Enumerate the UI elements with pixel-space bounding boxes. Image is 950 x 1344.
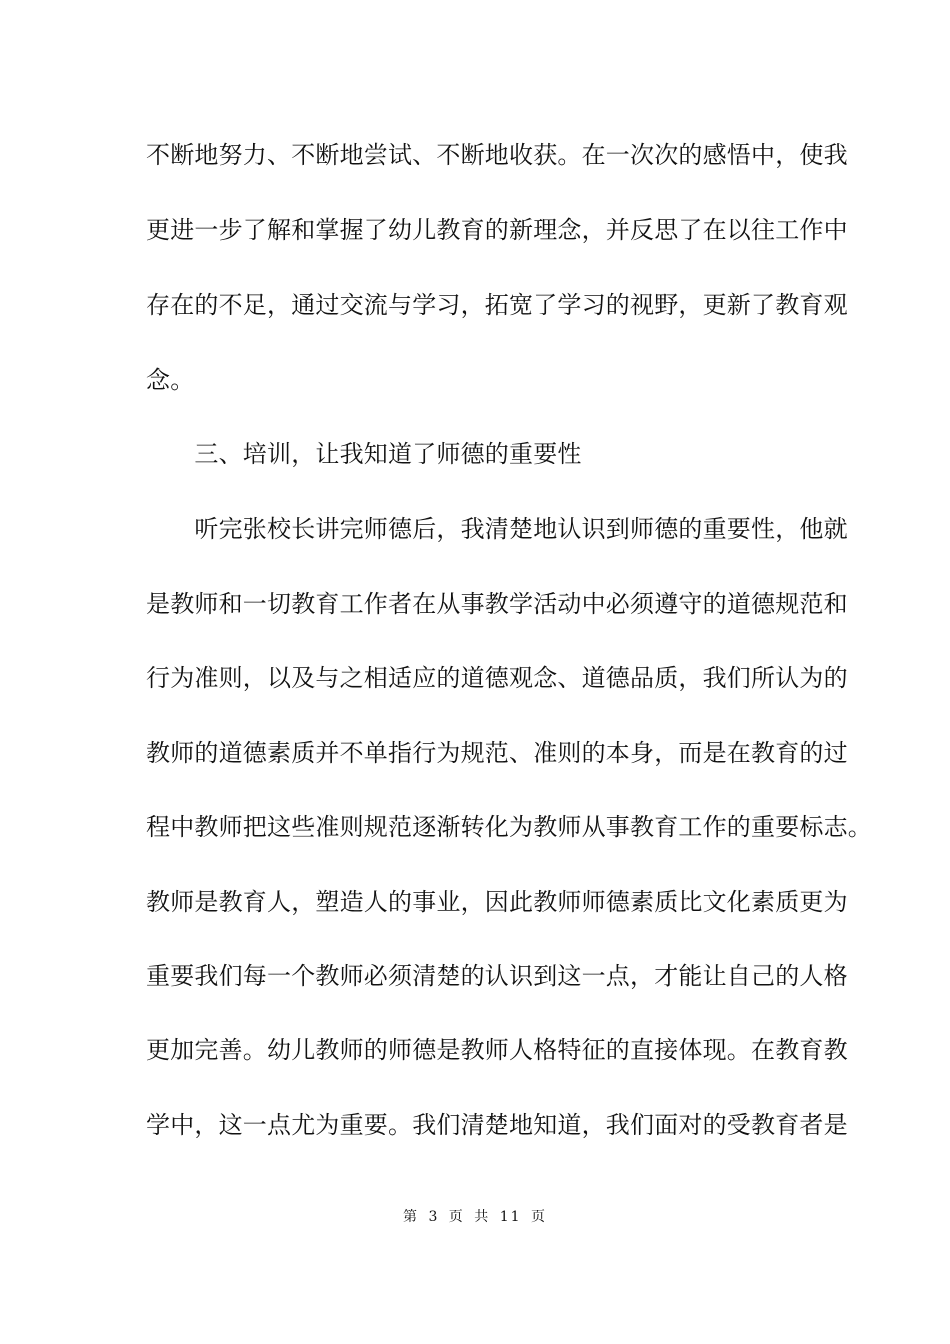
body-text-line: 存在的不足，通过交流与学习，拓宽了学习的视野，更新了教育观 <box>146 291 848 319</box>
body-text-line: 学中，这一点尤为重要。我们清楚地知道，我们面对的受教育者是 <box>146 1111 848 1139</box>
body-text-line: 是教师和一切教育工作者在从事教学活动中必须遵守的道德规范和 <box>146 590 848 618</box>
page-number-footer: 第 3 页 共 11 页 <box>403 1209 547 1225</box>
body-text-line: 程中教师把这些准则规范逐渐转化为教师从事教育工作的重要标志。 <box>146 813 872 841</box>
body-text-line: 教师是教育人，塑造人的事业，因此教师师德素质比文化素质更为 <box>146 888 848 916</box>
body-text-line: 不断地努力、不断地尝试、不断地收获。在一次次的感悟中，使我 <box>146 141 848 169</box>
body-text-line: 念。 <box>146 366 195 394</box>
body-text-line: 更加完善。幼儿教师的师德是教师人格特征的直接体现。在教育教 <box>146 1036 848 1064</box>
body-text-line: 更进一步了解和掌握了幼儿教育的新理念，并反思了在以往工作中 <box>146 216 848 244</box>
body-text-line: 重要我们每一个教师必须清楚的认识到这一点，才能让自己的人格 <box>146 962 848 990</box>
body-text-line: 教师的道德素质并不单指行为规范、准则的本身，而是在教育的过 <box>146 739 848 767</box>
section-heading: 三、培训，让我知道了师德的重要性 <box>146 440 582 468</box>
body-text-line: 行为准则，以及与之相适应的道德观念、道德品质，我们所认为的 <box>146 664 848 692</box>
body-text-line: 听完张校长讲完师德后，我清楚地认识到师德的重要性，他就 <box>146 515 848 543</box>
